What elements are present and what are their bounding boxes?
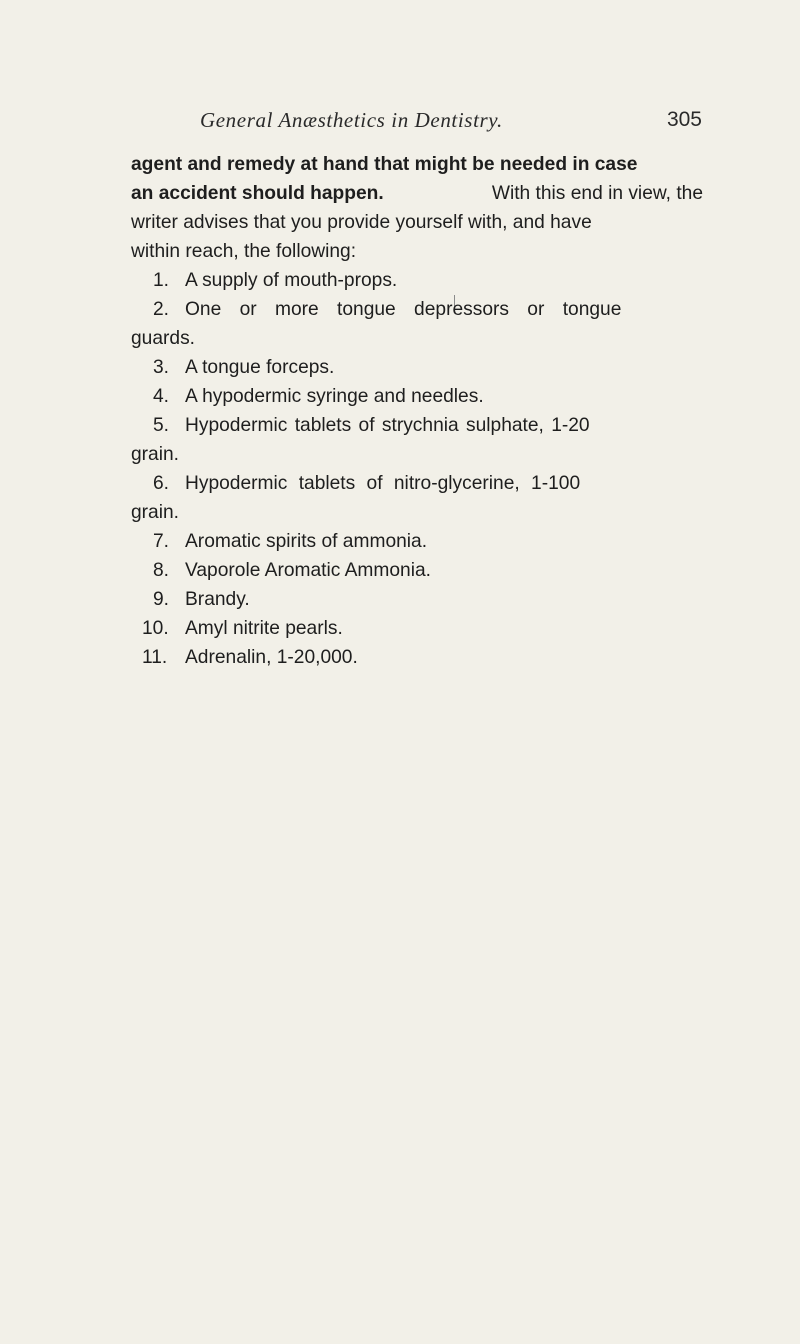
- list-item-1: [131, 266, 703, 295]
- intro-line-1: agent and remedy at hand that might be needed in case: [131, 154, 638, 175]
- list-item-10: [131, 614, 703, 643]
- list-item-number: 8.: [153, 560, 170, 581]
- intro-line-3: writer advises that you provide yourself with, and have: [131, 212, 592, 233]
- page-number: 305: [666, 108, 702, 131]
- list-item-7: [131, 527, 703, 556]
- body-text: [131, 150, 703, 672]
- list-item-2: [131, 295, 703, 324]
- list-item-text: One or more tongue depressors or tongue: [185, 299, 622, 320]
- list-item-6: [131, 469, 703, 498]
- list-item-number: 7.: [153, 531, 170, 552]
- list-item-text: Aromatic spirits of ammonia.: [185, 531, 428, 552]
- list-item-text: Hypodermic tablets of nitro-glycerine, 1-100: [185, 473, 581, 494]
- list-item-number: 1.: [153, 270, 170, 291]
- intro-line-2: [131, 179, 703, 208]
- list-item-number: 4.: [153, 386, 170, 407]
- running-title: General Anæsthetics in Dentistry.: [200, 108, 503, 132]
- list-item-text: A hypodermic syringe and needles.: [185, 386, 484, 407]
- list-item-5: [131, 411, 703, 440]
- list-item-number: 3.: [153, 357, 170, 378]
- list-item-continuation: grain.: [131, 444, 179, 465]
- intro-line-2-rest: With this end in view, the: [491, 183, 703, 204]
- list-item-4: [131, 382, 703, 411]
- list-item-text: Amyl nitrite pearls.: [185, 618, 343, 639]
- list-item-number: 2.: [153, 299, 170, 320]
- list-item-text: Vaporole Aromatic Ammonia.: [185, 560, 431, 581]
- list-item-text: Brandy.: [185, 589, 250, 610]
- list-item-number: 11.: [142, 647, 168, 668]
- running-head: [200, 108, 710, 138]
- list-item-text: A supply of mouth-props.: [185, 270, 398, 291]
- list-item-8: [131, 556, 703, 585]
- list-item-9: [131, 585, 703, 614]
- intro-line-2-bold: an accident should happen.: [131, 183, 384, 204]
- list-item-text: Adrenalin, 1-20,000.: [185, 647, 358, 668]
- list-item-number: 10.: [142, 618, 169, 639]
- list-item-continuation: guards.: [131, 328, 195, 349]
- intro-line-4: within reach, the following:: [131, 241, 357, 262]
- list-item-continuation: grain.: [131, 502, 179, 523]
- list-item-number: 6.: [153, 473, 170, 494]
- list-item-number: 9.: [153, 589, 170, 610]
- list-item-11: [131, 643, 703, 672]
- list-item-text: A tongue forceps.: [185, 357, 335, 378]
- list-item-number: 5.: [153, 415, 170, 436]
- list-item-text: Hypodermic tablets of strychnia sulphate, 1-20: [185, 415, 590, 436]
- list-item-3: [131, 353, 703, 382]
